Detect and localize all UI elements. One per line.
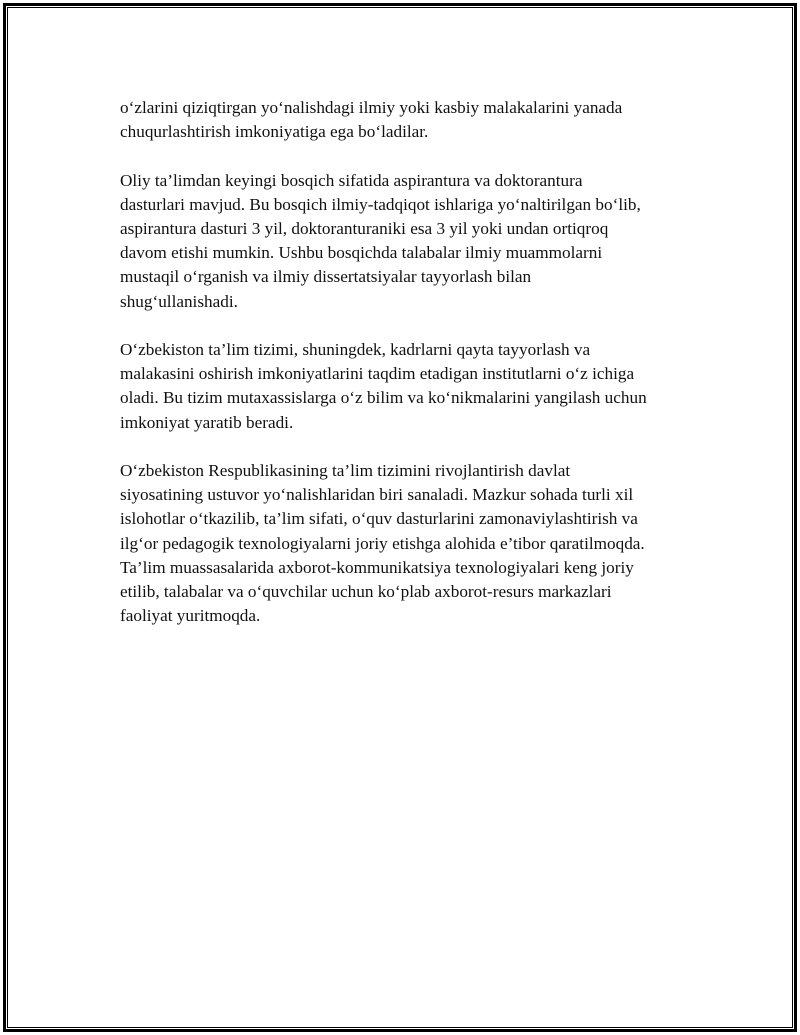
- page-border: [3, 3, 797, 1032]
- paragraph-4: O‘zbekiston Respublikasining ta’lim tizimini rivojlantirish davlat siyosatining ustuvor yo‘nalishlaridan biri sanaladi. Mazkur sohada turli xil islohotlar o‘tkazilib, ta’lim sifati, o‘quv dasturlarini zamonaviylashtirish va ilg‘or pedagogik texnologiyalarni joriy etishga alohida e’tibor qaratilmoqda. Ta’lim muassasalarida axborot-kommunikatsiya texnologiyalari keng joriy etilib, talabalar va o‘quvchilar uchun ko‘plab axborot-resurs markazlari faoliyat yuritmoqda.: [120, 461, 645, 626]
- document-body: [120, 96, 700, 653]
- paragraph-2: Oliy ta’limdan keyingi bosqich sifatida aspirantura va doktorantura dasturlari mavjud. Bu bosqich ilmiy-tadqiqot ishlariga yo‘naltirilgan bo‘lib, aspirantura dasturi 3 yil, doktoranturaniki esa 3 yil yoki undan ortiqroq davom etishi mumkin. Ushbu bosqichda talabalar ilmiy muammolarni mustaqil o‘rganish va ilmiy dissertatsiyalar tayyorlash bilan shug‘ullanishadi.: [120, 170, 641, 311]
- paragraph-3: O‘zbekiston ta’lim tizimi, shuningdek, kadrlarni qayta tayyorlash va malakasini oshirish imkoniyatlarini taqdim etadigan institutlarni o‘z ichiga oladi. Bu tizim mutaxassislarga o‘z bilim va ko‘nikmalarini yangilash uchun imkoniyat yaratib beradi.: [120, 340, 647, 432]
- paragraph-1: o‘zlarini qiziqtirgan yo‘nalishdagi ilmiy yoki kasbiy malakalarini yanada chuqurlashtirish imkoniyatiga ega bo‘ladilar.: [120, 98, 623, 142]
